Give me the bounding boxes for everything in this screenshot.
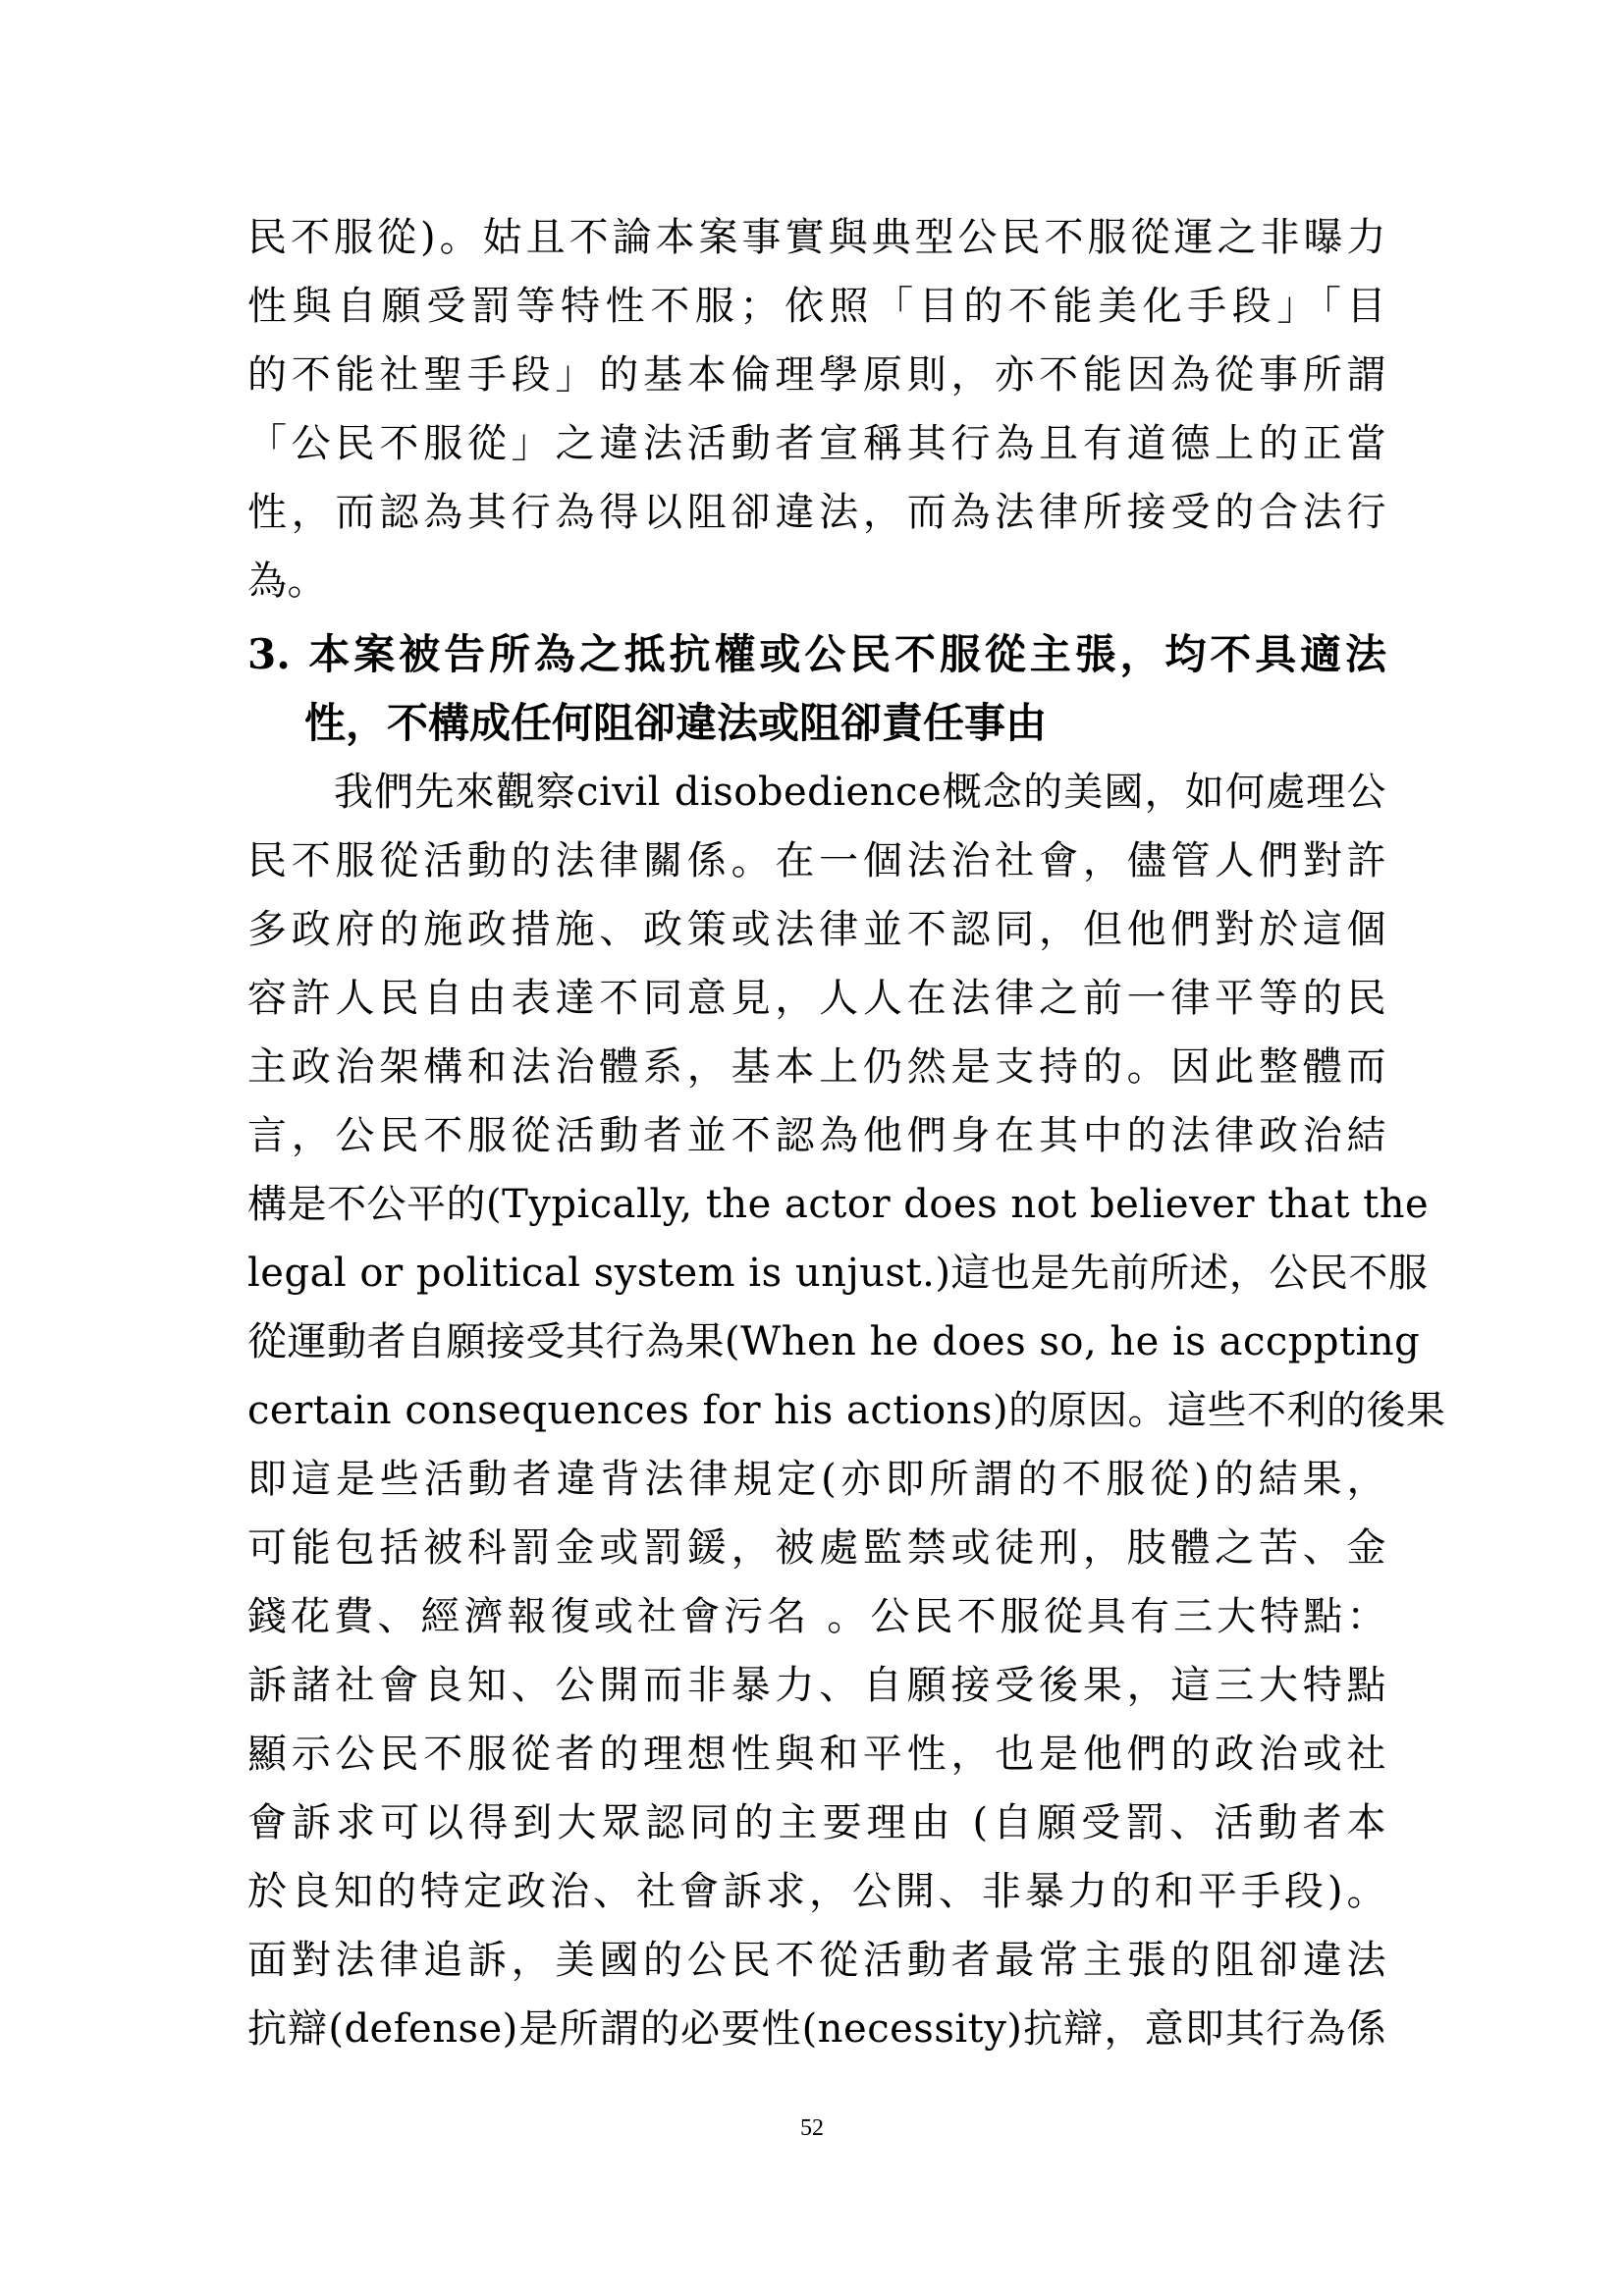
text-line: 容許人民自由表達不同意見，人人在法律之前一律平等的民 xyxy=(247,976,1386,1021)
text-line: 的不能社聖手段」的基本倫理學原則，亦不能因為從事所謂 xyxy=(247,352,1386,398)
text-line: 主政治架構和法治體系，基本上仍然是支持的。因此整體而 xyxy=(247,1044,1386,1090)
text-line: 會訴求可以得到大眾認同的主要理由 (自願受罰、活動者本 xyxy=(247,1800,1386,1845)
text-line: 訴諸社會良知、公開而非暴力、自願接受後果，這三大特點 xyxy=(247,1663,1386,1708)
text-line: 即這是些活動者違背法律規定(亦即所謂的不服從)的結果， xyxy=(247,1457,1386,1502)
text-line: 為。 xyxy=(247,559,327,604)
text-line: 我們先來觀察civil disobedience概念的美國，如何處理公 xyxy=(334,770,1386,815)
text-line: 民不服從活動的法律關係。在一個法治社會，儘管人們對許 xyxy=(247,838,1386,883)
text-line: 構是不公平的(Typically, the actor does not believer that the xyxy=(247,1182,1430,1227)
text-line: 面對法律追訴，美國的公民不從活動者最常主張的阻卻違法 xyxy=(247,1938,1386,1983)
page-number: 52 xyxy=(800,2115,824,2141)
section-heading-line-2: 性，不構成任何阻卻違法或阻卻責任事由 xyxy=(304,699,1048,747)
text-line: 性與自願受罰等特性不服；依照「目的不能美化手段」「目 xyxy=(247,284,1386,329)
text-line: 從運動者自願接受其行為果(When he does so, he is accppting xyxy=(247,1319,1421,1364)
text-line: 抗辯(defense)是所謂的必要性(necessity)抗辯，意即其行為係 xyxy=(247,2006,1386,2052)
text-line: 性，而認為其行為得以阻卻違法，而為法律所接受的合法行 xyxy=(247,490,1386,535)
text-line: certain consequences for his actions)的原因。這些不利的後果 xyxy=(247,1388,1446,1433)
text-line: 顯示公民不服從者的理想性與和平性，也是他們的政治或社 xyxy=(247,1732,1386,1777)
text-line: 於良知的特定政治、社會訴求，公開、非暴力的和平手段)。 xyxy=(247,1869,1386,1914)
text-line: 可能包括被科罰金或罰鍰，被處監禁或徒刑，肢體之苦、金 xyxy=(247,1525,1386,1571)
text-line: 民不服從)。姑且不論本案事實與典型公民不服從運之非曝力 xyxy=(247,215,1386,260)
section-heading-line-1: 3. 本案被告所為之抵抗權或公民不服從主張，均不具適法 xyxy=(247,630,1386,678)
text-line: 「公民不服從」之違法活動者宣稱其行為且有道德上的正當 xyxy=(247,421,1386,466)
text-line: 錢花費、經濟報復或社會污名 。公民不服從具有三大特點： xyxy=(247,1594,1386,1639)
text-line: legal or political system is unjust.)這也是先前所述，公民不服 xyxy=(247,1251,1429,1296)
text-line: 多政府的施政措施、政策或法律並不認同，但他們對於這個 xyxy=(247,907,1386,952)
text-line: 言，公民不服從活動者並不認為他們身在其中的法律政治結 xyxy=(247,1113,1386,1158)
